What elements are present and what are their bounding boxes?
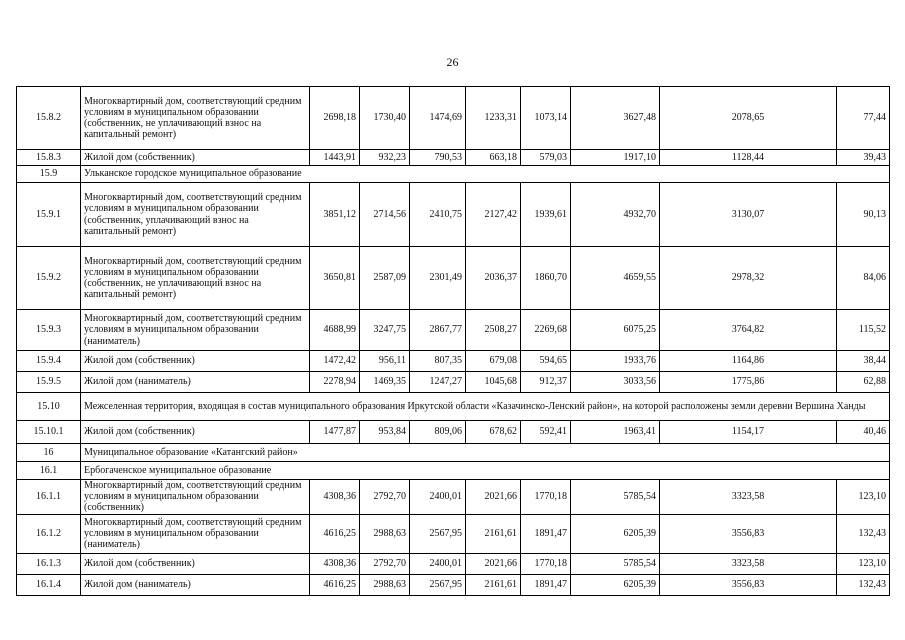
value-cell: 679,08 bbox=[466, 351, 521, 372]
value-cell: 4616,25 bbox=[310, 574, 360, 595]
table-row bbox=[17, 553, 890, 574]
table-row bbox=[17, 514, 890, 553]
value-cell: 4308,36 bbox=[310, 480, 360, 515]
value-cell: 38,44 bbox=[837, 351, 890, 372]
table-row bbox=[17, 421, 890, 444]
value-cell: 2161,61 bbox=[466, 574, 521, 595]
tariff-table bbox=[16, 86, 890, 596]
value-cell: 3556,83 bbox=[660, 574, 837, 595]
row-number: 15.8.3 bbox=[17, 150, 81, 166]
value-cell: 1154,17 bbox=[660, 421, 837, 444]
value-cell: 2567,95 bbox=[410, 574, 466, 595]
value-cell: 2021,66 bbox=[466, 553, 521, 574]
value-cell: 77,44 bbox=[837, 87, 890, 150]
value-cell: 2078,65 bbox=[660, 87, 837, 150]
row-description: Многоквартирный дом, соответствующий средним условиям в муниципальном образовании (наниматель) bbox=[81, 310, 310, 351]
section-row bbox=[17, 462, 890, 480]
value-cell: 2567,95 bbox=[410, 514, 466, 553]
row-description: Жилой дом (собственник) bbox=[81, 421, 310, 444]
value-cell: 3247,75 bbox=[360, 310, 410, 351]
value-cell: 1917,10 bbox=[571, 150, 660, 166]
row-number: 15.9 bbox=[17, 166, 81, 183]
value-cell: 6075,25 bbox=[571, 310, 660, 351]
value-cell: 809,06 bbox=[410, 421, 466, 444]
value-cell: 1933,76 bbox=[571, 351, 660, 372]
value-cell: 1247,27 bbox=[410, 372, 466, 393]
value-cell: 2400,01 bbox=[410, 553, 466, 574]
table-row bbox=[17, 87, 890, 150]
value-cell: 1443,91 bbox=[310, 150, 360, 166]
table-row bbox=[17, 310, 890, 351]
value-cell: 6205,39 bbox=[571, 514, 660, 553]
page-number: 26 bbox=[446, 55, 459, 69]
value-cell: 115,52 bbox=[837, 310, 890, 351]
value-cell: 90,13 bbox=[837, 183, 890, 247]
section-row bbox=[17, 444, 890, 462]
value-cell: 2988,63 bbox=[360, 514, 410, 553]
value-cell: 123,10 bbox=[837, 553, 890, 574]
value-cell: 592,41 bbox=[521, 421, 571, 444]
value-cell: 2792,70 bbox=[360, 480, 410, 515]
row-number: 16.1.4 bbox=[17, 574, 81, 595]
row-number: 15.10 bbox=[17, 393, 81, 421]
table-body bbox=[17, 87, 890, 596]
value-cell: 2698,18 bbox=[310, 87, 360, 150]
value-cell: 2301,49 bbox=[410, 247, 466, 310]
value-cell: 2161,61 bbox=[466, 514, 521, 553]
value-cell: 1469,35 bbox=[360, 372, 410, 393]
value-cell: 1939,61 bbox=[521, 183, 571, 247]
row-description: Жилой дом (собственник) bbox=[81, 150, 310, 166]
value-cell: 1045,68 bbox=[466, 372, 521, 393]
value-cell: 2978,32 bbox=[660, 247, 837, 310]
row-description: Многоквартирный дом, соответствующий средним условиям в муниципальном образовании (собственник, уплачивающий взнос на капитальный ремонт) bbox=[81, 183, 310, 247]
row-number: 15.9.5 bbox=[17, 372, 81, 393]
table-row bbox=[17, 480, 890, 515]
value-cell: 1775,86 bbox=[660, 372, 837, 393]
value-cell: 579,03 bbox=[521, 150, 571, 166]
value-cell: 1891,47 bbox=[521, 514, 571, 553]
value-cell: 956,11 bbox=[360, 351, 410, 372]
value-cell: 1128,44 bbox=[660, 150, 837, 166]
table-row bbox=[17, 574, 890, 595]
row-number: 16 bbox=[17, 444, 81, 462]
value-cell: 2269,68 bbox=[521, 310, 571, 351]
row-number: 16.1.1 bbox=[17, 480, 81, 515]
table-row bbox=[17, 183, 890, 247]
value-cell: 84,06 bbox=[837, 247, 890, 310]
row-number: 16.1.2 bbox=[17, 514, 81, 553]
value-cell: 3323,58 bbox=[660, 480, 837, 515]
value-cell: 4932,70 bbox=[571, 183, 660, 247]
value-cell: 1472,42 bbox=[310, 351, 360, 372]
value-cell: 3033,56 bbox=[571, 372, 660, 393]
value-cell: 594,65 bbox=[521, 351, 571, 372]
value-cell: 3323,58 bbox=[660, 553, 837, 574]
row-number: 15.9.4 bbox=[17, 351, 81, 372]
value-cell: 6205,39 bbox=[571, 574, 660, 595]
value-cell: 2410,75 bbox=[410, 183, 466, 247]
value-cell: 1073,14 bbox=[521, 87, 571, 150]
value-cell: 2867,77 bbox=[410, 310, 466, 351]
value-cell: 4616,25 bbox=[310, 514, 360, 553]
value-cell: 3851,12 bbox=[310, 183, 360, 247]
value-cell: 132,43 bbox=[837, 514, 890, 553]
section-row bbox=[17, 166, 890, 183]
value-cell: 3627,48 bbox=[571, 87, 660, 150]
section-title: Муниципальное образование «Катангский район» bbox=[81, 444, 890, 462]
value-cell: 1860,70 bbox=[521, 247, 571, 310]
value-cell: 663,18 bbox=[466, 150, 521, 166]
table-row bbox=[17, 247, 890, 310]
row-description: Жилой дом (собственник) bbox=[81, 351, 310, 372]
value-cell: 2792,70 bbox=[360, 553, 410, 574]
value-cell: 932,23 bbox=[360, 150, 410, 166]
row-description: Многоквартирный дом, соответствующий средним условиям в муниципальном образовании (собственник, не уплачивающий взнос на капитальный ремонт) bbox=[81, 87, 310, 150]
row-number: 15.10.1 bbox=[17, 421, 81, 444]
row-number: 15.9.1 bbox=[17, 183, 81, 247]
row-description: Многоквартирный дом, соответствующий средним условиям в муниципальном образовании (собственник) bbox=[81, 480, 310, 515]
value-cell: 39,43 bbox=[837, 150, 890, 166]
row-description: Жилой дом (наниматель) bbox=[81, 574, 310, 595]
value-cell: 953,84 bbox=[360, 421, 410, 444]
value-cell: 1474,69 bbox=[410, 87, 466, 150]
value-cell: 4659,55 bbox=[571, 247, 660, 310]
row-number: 15.9.2 bbox=[17, 247, 81, 310]
row-number: 16.1 bbox=[17, 462, 81, 480]
value-cell: 2988,63 bbox=[360, 574, 410, 595]
value-cell: 1164,86 bbox=[660, 351, 837, 372]
value-cell: 1477,87 bbox=[310, 421, 360, 444]
value-cell: 4688,99 bbox=[310, 310, 360, 351]
value-cell: 1770,18 bbox=[521, 480, 571, 515]
value-cell: 2587,09 bbox=[360, 247, 410, 310]
value-cell: 40,46 bbox=[837, 421, 890, 444]
row-description: Жилой дом (наниматель) bbox=[81, 372, 310, 393]
table-row bbox=[17, 351, 890, 372]
value-cell: 5785,54 bbox=[571, 480, 660, 515]
value-cell: 2036,37 bbox=[466, 247, 521, 310]
value-cell: 3130,07 bbox=[660, 183, 837, 247]
value-cell: 3650,81 bbox=[310, 247, 360, 310]
row-description: Многоквартирный дом, соответствующий средним условиям в муниципальном образовании (собственник, не уплачивающий взнос на капитальный ремонт) bbox=[81, 247, 310, 310]
value-cell: 2714,56 bbox=[360, 183, 410, 247]
value-cell: 2127,42 bbox=[466, 183, 521, 247]
value-cell: 2400,01 bbox=[410, 480, 466, 515]
section-title: Ульканское городское муниципальное образование bbox=[81, 166, 890, 183]
value-cell: 4308,36 bbox=[310, 553, 360, 574]
row-number: 15.9.3 bbox=[17, 310, 81, 351]
row-number: 16.1.3 bbox=[17, 553, 81, 574]
value-cell: 1963,41 bbox=[571, 421, 660, 444]
section-row bbox=[17, 393, 890, 421]
value-cell: 3764,82 bbox=[660, 310, 837, 351]
table-row bbox=[17, 372, 890, 393]
row-description: Жилой дом (собственник) bbox=[81, 553, 310, 574]
value-cell: 3556,83 bbox=[660, 514, 837, 553]
value-cell: 1233,31 bbox=[466, 87, 521, 150]
value-cell: 123,10 bbox=[837, 480, 890, 515]
row-number: 15.8.2 bbox=[17, 87, 81, 150]
row-description: Многоквартирный дом, соответствующий средним условиям в муниципальном образовании (наниматель) bbox=[81, 514, 310, 553]
value-cell: 2021,66 bbox=[466, 480, 521, 515]
table-row bbox=[17, 150, 890, 166]
value-cell: 132,43 bbox=[837, 574, 890, 595]
value-cell: 5785,54 bbox=[571, 553, 660, 574]
value-cell: 1730,40 bbox=[360, 87, 410, 150]
value-cell: 912,37 bbox=[521, 372, 571, 393]
value-cell: 2278,94 bbox=[310, 372, 360, 393]
value-cell: 2508,27 bbox=[466, 310, 521, 351]
value-cell: 62,88 bbox=[837, 372, 890, 393]
value-cell: 678,62 bbox=[466, 421, 521, 444]
value-cell: 1891,47 bbox=[521, 574, 571, 595]
value-cell: 790,53 bbox=[410, 150, 466, 166]
section-title: Межселенная территория, входящая в состав муниципального образования Иркутской области «Казачинско-Ленский район», на которой расположены земли деревни Вершина Ханды bbox=[81, 393, 890, 421]
section-title: Ербогаченское муниципальное образование bbox=[81, 462, 890, 480]
value-cell: 807,35 bbox=[410, 351, 466, 372]
value-cell: 1770,18 bbox=[521, 553, 571, 574]
